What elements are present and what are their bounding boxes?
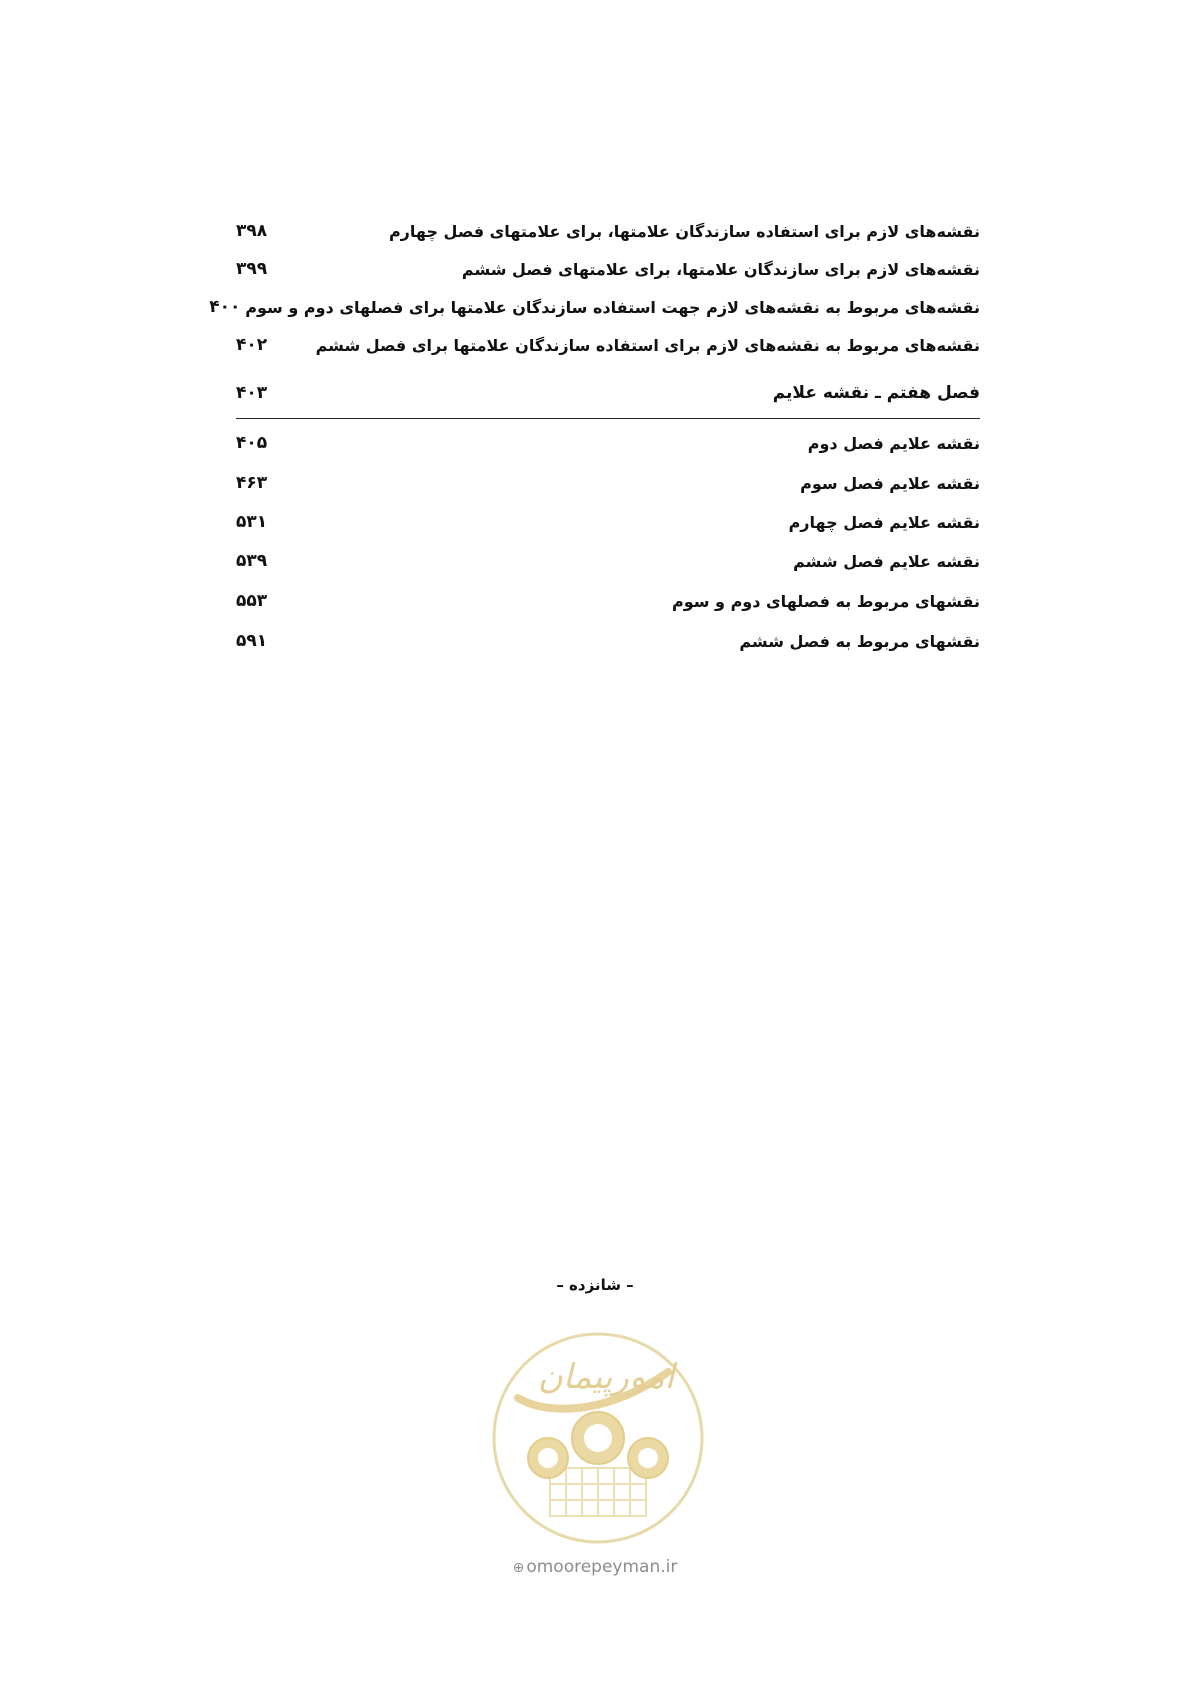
toc-entry-title: نقشه علایم فصل چهارم	[788, 512, 980, 532]
toc-row	[236, 214, 980, 248]
toc-row	[236, 466, 980, 500]
toc-entry-title: نقشه‌های لازم برای سازندگان علامتها، برای علامتهای فصل ششم	[461, 259, 980, 279]
logo-calligraphy: امورپیمان	[537, 1357, 675, 1397]
toc-entry-page: ۴۰۰	[209, 297, 241, 317]
toc-entry-page: ۳۹۸	[236, 221, 268, 241]
chapter-heading	[236, 376, 980, 410]
page-number-label: – شانزده –	[556, 1276, 634, 1294]
globe-icon: ⊕	[512, 1560, 525, 1576]
toc-row	[236, 544, 980, 578]
toc-entry-page: ۴۰۵	[236, 433, 268, 453]
toc-entry-page: ۴۰۲	[236, 335, 268, 355]
toc-entry-page: ۳۹۹	[236, 259, 268, 279]
watermark-logo	[488, 1328, 708, 1548]
toc-entry-title: نقشهای مربوط به فصلهای دوم و سوم	[671, 591, 980, 611]
website-url	[0, 1557, 1190, 1577]
chapter-page: ۴۰۳	[236, 383, 268, 403]
toc-entry-title: نقشه‌های مربوط به نقشه‌های لازم برای استفاده سازندگان علامتها برای فصل ششم	[315, 335, 980, 355]
toc-entry-title: نقشهای مربوط به فصل ششم	[739, 631, 980, 651]
chapter-title: فصل هفتم ـ نقشه علایم	[772, 383, 980, 403]
toc-entry-title: نقشه علایم فصل سوم	[800, 473, 980, 493]
toc-entry-page: ۵۳۱	[236, 512, 268, 532]
toc-row	[236, 624, 980, 658]
toc-entry-title: نقشه‌های مربوط به نقشه‌های لازم جهت استفاده سازندگان علامتها برای فصلهای دوم و سوم	[245, 297, 980, 317]
website-url-text: omoorepeyman.ir	[526, 1557, 678, 1577]
toc-row	[236, 426, 980, 460]
toc-entry-page: ۵۳۹	[236, 551, 268, 571]
toc-entry-title: نقشه‌های لازم برای استفاده سازندگان علامتها، برای علامتهای فصل چهارم	[388, 221, 980, 241]
toc-entry-page: ۴۶۳	[236, 473, 268, 493]
chapter-divider	[236, 418, 980, 419]
toc-row	[236, 505, 980, 539]
toc-row	[209, 290, 980, 324]
toc-row	[236, 584, 980, 618]
toc-entry-title: نقشه علایم فصل دوم	[807, 433, 980, 453]
toc-entry-page: ۵۹۱	[236, 631, 268, 651]
toc-entry-title: نقشه علایم فصل ششم	[793, 551, 980, 571]
toc-row	[236, 328, 980, 362]
toc-entry-page: ۵۵۳	[236, 591, 268, 611]
toc-row	[236, 252, 980, 286]
